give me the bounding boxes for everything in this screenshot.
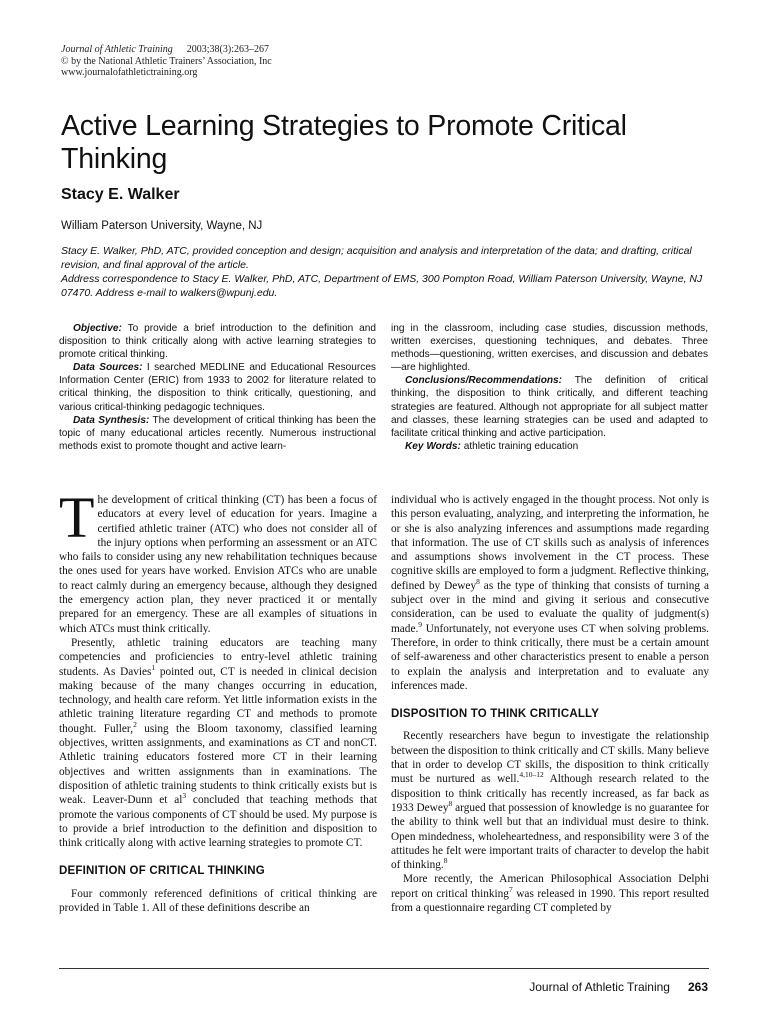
correspondence-note: Address correspondence to Stacy E. Walker, PhD, ATC, Department of EMS, 300 Pompton Road, William Paterson University, Wayne, NJ 07470. Address e-mail to walkers@wpunj.edu. (61, 273, 703, 299)
citation-ref: 7 (508, 884, 513, 894)
objective-text: To provide a brief introduction to the definition and disposition to think critically along with active learning strategies to promote critical thinking. (59, 323, 376, 361)
definition-text-b: as the type of thinking that consists of turning a subject over in the mind and giving it serious and consecutive consideration, can be used to evaluate the quality of judgment(s) made. (391, 579, 709, 635)
section-heading-disposition: DISPOSITION TO THINK CRITICALLY (391, 708, 600, 721)
section-heading-definition: DEFINITION OF CRITICAL THINKING (59, 865, 265, 878)
intro-paragraph-1 (59, 485, 377, 636)
body-right-column (391, 493, 709, 915)
masthead-citation (61, 44, 272, 56)
drop-cap: T (59, 485, 95, 550)
definition-text-a: individual who is actively engaged in the thought process. Not only is this person evaluating, analyzing, and interpreting the information, he or she is also analyzing inferences and assumptions made regarding that information. The use of CT skills such as analysis of inferences and assumptions shows involvement in the CT process. These cognitive skills are employed to form a judgment. Reflective thinking, defined by Dewey (391, 494, 709, 592)
definition-paragraph-1: Four commonly referenced definitions of critical thinking are provided in Table 1. All of these definitions describe an (59, 887, 377, 915)
page-footer (529, 980, 708, 994)
intro-text-2a: Presently, athletic training educators are teaching many competencies and proficiencies to entry-level athletic training students. As Davies (59, 636, 377, 678)
citation-ref: 1 (151, 662, 156, 672)
journal-name: Journal of Athletic Training (61, 44, 173, 55)
contribution-note: Stacy E. Walker, PhD, ATC, provided conception and design; acquisition and analysis and interpretation of the data; and drafting, critical revision, and final approval of the article. (61, 245, 692, 271)
disposition-text-2b: was released in 1990. This report resulted from a questionnaire regarding CT completed by (391, 887, 709, 915)
data-sources-label: Data Sources: (73, 362, 143, 374)
data-synthesis-text: The development of critical thinking has been the topic of many educational articles recently. Numerous instructional methods exist to promote thought and active learn- (59, 414, 376, 452)
abstract-left-column (59, 322, 376, 453)
data-synthesis-label: Data Synthesis: (73, 414, 150, 426)
abstract-right-column (391, 322, 708, 453)
abstract-objective (59, 322, 376, 361)
citation-ref: 2 (133, 719, 137, 729)
objective-label: Objective: (73, 323, 122, 334)
definition-text-c: Unfortunately, not everyone uses CT when solving problems. Therefore, in order to think critically, there must be a certain amount of self-awareness and other characteristics present to enable a person to explain the analysis and interpretation and to evaluate any inferences made. (391, 622, 709, 692)
citation-ref: 8 (448, 799, 453, 809)
article-title: Active Learning Strategies to Promote Critical Thinking (61, 110, 627, 175)
abstract-conclusions (391, 374, 708, 439)
copyright-line: © by the National Athletic Trainers’ Association, Inc (61, 55, 272, 67)
intro-text-2c: using the Bloom taxonomy, classified learning objectives, written assignments, and examinations as CT and nonCT. Athletic training educators fostered more CT in their learning objectives and written assignments than in examinations. The disposition of athletic training students to think critically exists but is weak. Leaver-Dunn et al (59, 722, 377, 807)
intro-text-1: he development of critical thinking (CT) has been a focus of educators at every level of education for years. Imagine a certified athletic trainer (ATC) who does not consider all of the injury options when performing an assessment or an ATC who fails to consider using any new rehabilitation techniques because the ones used for years have worked. Envision ATCs who are unable to react calmly during an emergency because, although they designed the emergency action plan, they never practiced it or mentally prepared for an emergency. These are all examples of situations in which ATCs must think critically. (59, 494, 377, 635)
intro-paragraph-2 (59, 636, 377, 850)
disposition-text-a: Recently researchers have begun to investigate the relationship between the disposition to think critically and CT skills. Many believe that in order to develop CT skills, the disposition to think critically must be nurtured as well. (391, 730, 709, 786)
body-left-column (59, 485, 377, 915)
conclusions-text: The definition of critical thinking, the disposition to think critically, and different teaching strategies are featured. Although not appropriate for all subject matter and classes, these learning strategies can be used and adapted to facilitate critical thinking and active participation. (391, 375, 708, 439)
abstract-data-synthesis (59, 414, 376, 453)
masthead (61, 44, 272, 79)
disposition-text-c: argued that possession of knowledge is no guarantee for the ability to think well but that an individual must desire to think. Open mindedness, wholeheartedness, and responsibility were 3 of the attitudes he felt were important traits of character to develop the habit of thinking. (391, 801, 709, 872)
disposition-text-2a: More recently, the American Philosophical Association Delphi report on critical thinking (391, 873, 709, 900)
data-sources-text: I searched MEDLINE and Educational Resources Information Center (ERIC) from 1933 to 2002 for literature related to critical thinking, the disposition to think critically, questioning, and various critical-thinking pedagogic techniques. (59, 362, 376, 413)
intro-text-2d: concluded that teaching methods that promote the various components of CT should be used. My purpose is to provide a brief introduction to the definition and disposition to think critically along with active learning strategies to promote CT. (59, 794, 377, 850)
disposition-paragraph-1 (391, 729, 709, 872)
author-affiliation: William Paterson University, Wayne, NJ (61, 220, 263, 232)
citation-ref: 4,10–12 (519, 770, 544, 780)
disposition-text-b: Although research related to the disposition to think critically has recently increased, as far back as 1933 Dewey (391, 773, 710, 814)
definition-paragraph-continued (391, 493, 709, 693)
keywords-label: Key Words: (405, 440, 461, 452)
abstract-synthesis-continued: ing in the classroom, including case studies, discussion methods, written exercises, questioning techniques, and debates. Three methods—questioning, written exercises, and discussion and debates—are highlighted. (391, 323, 708, 374)
keywords-text: athletic training education (460, 440, 579, 452)
footer-journal-name: Journal of Athletic Training (529, 980, 670, 994)
citation-ref: 9 (418, 619, 423, 629)
intro-text-2b: pointed out, CT is needed in clinical decision making because of the many changes occurring in education, technology, and health care reform. Yet little information exists in the athletic training literature regarding CT and methods to promote thought. Fuller, (59, 665, 377, 735)
author-name: Stacy E. Walker (61, 186, 180, 203)
page-number: 263 (687, 980, 708, 994)
volume-info: 2003;38(3):263–267 (186, 44, 269, 55)
conclusions-label: Conclusions/Recommendations: (405, 375, 563, 387)
citation-ref: 8 (476, 577, 480, 587)
author-notes (61, 244, 711, 300)
abstract-data-sources (59, 361, 376, 413)
journal-website: www.journalofathletictraining.org (61, 67, 198, 78)
disposition-paragraph-2 (391, 872, 709, 915)
abstract-keywords (391, 440, 708, 453)
citation-ref: 3 (182, 791, 187, 801)
footer-divider (59, 968, 709, 969)
citation-ref: 8 (443, 856, 448, 866)
